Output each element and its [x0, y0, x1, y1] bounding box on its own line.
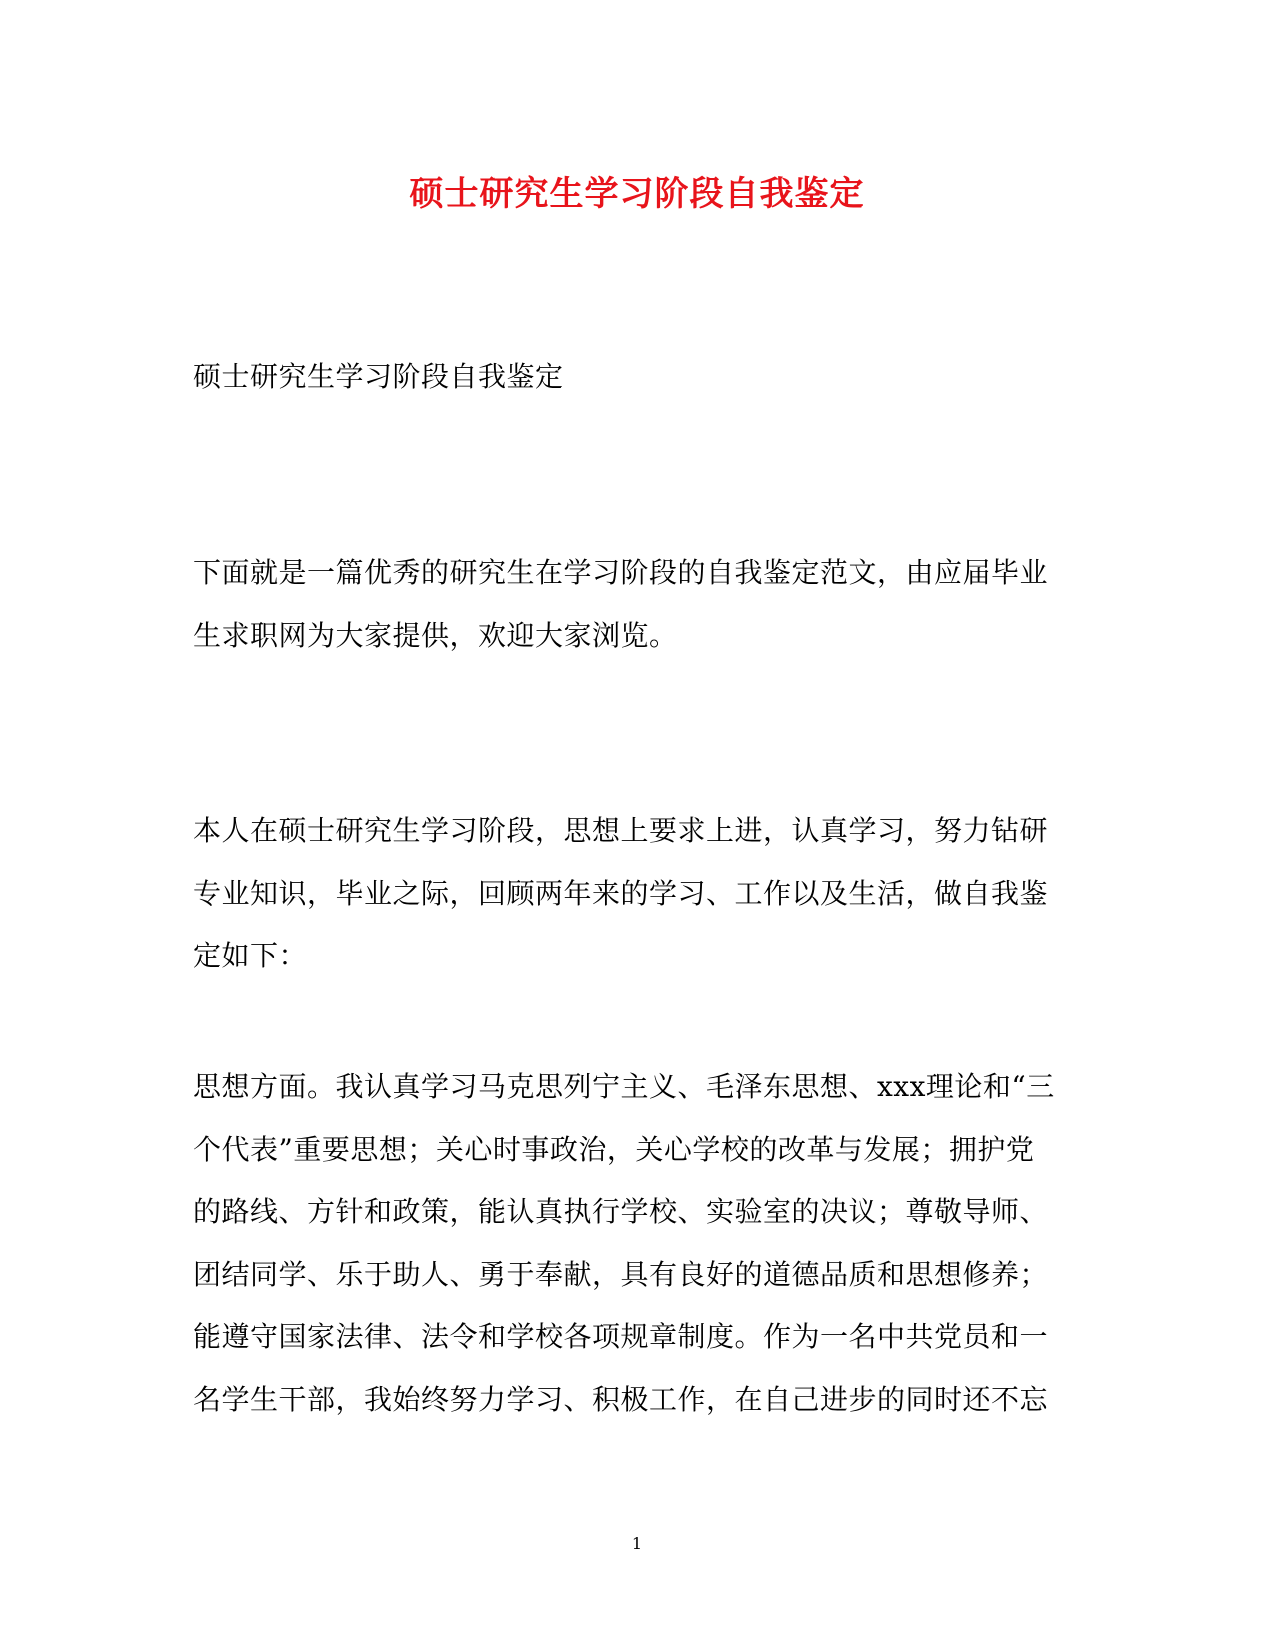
intro-line: 下面就是一篇优秀的研究生在学习阶段的自我鉴定范文，由应届毕业 [193, 556, 1049, 589]
paragraph-line: 能遵守国家法律、法令和学校各项规章制度。作为一名中共党员和一 [193, 1320, 1049, 1353]
intro-paragraph [193, 542, 1083, 667]
paragraph-line: 专业知识，毕业之际，回顾两年来的学习、工作以及生活，做自我鉴 [193, 876, 1049, 910]
paragraph-line: 定如下： [193, 939, 308, 972]
paragraph-line: 个代表”重要思想；关心时事政治，关心学校的改革与发展；拥护党 [193, 1132, 1035, 1166]
paragraph-ideology [193, 1056, 1083, 1431]
subtitle-text: 硕士研究生学习阶段自我鉴定 [193, 360, 564, 393]
paragraph-line: 的路线、方针和政策，能认真执行学校、实验室的决议；尊敬导师、 [193, 1195, 1049, 1228]
paragraph-line: 团结同学、乐于助人、勇于奉献，具有良好的道德品质和思想修养； [193, 1257, 1049, 1291]
paragraph-self-assessment [193, 800, 1083, 988]
page-number: 1 [631, 1534, 643, 1553]
document-title: 硕士研究生学习阶段自我鉴定 [409, 174, 865, 214]
document-subtitle [193, 346, 1083, 409]
paragraph-line: 本人在硕士研究生学习阶段，思想上要求上进，认真学习，努力钻研 [193, 814, 1049, 847]
paragraph-line: 思想方面。我认真学习马克思列宁主义、毛泽东思想、xxx理论和“三 [193, 1070, 1055, 1103]
paragraph-line: 名学生干部，我始终努力学习、积极工作，在自己进步的同时还不忘 [193, 1382, 1049, 1416]
intro-line: 生求职网为大家提供，欢迎大家浏览。 [193, 618, 678, 652]
